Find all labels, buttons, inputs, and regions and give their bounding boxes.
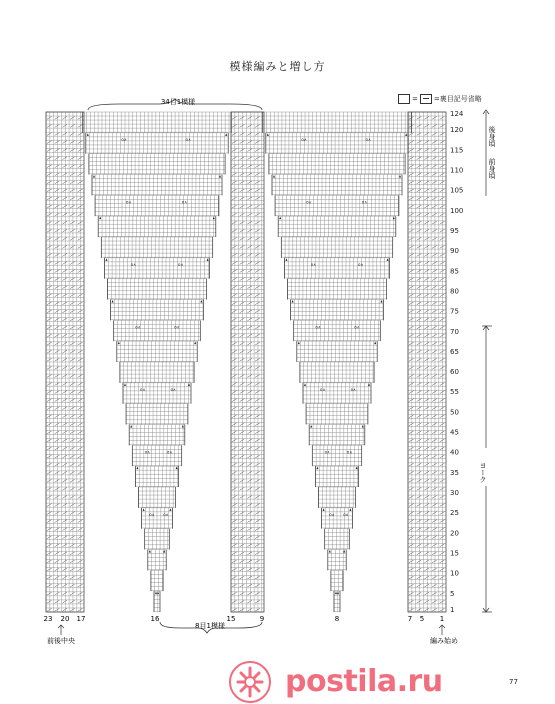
increase-mark xyxy=(304,383,306,386)
increase-mark xyxy=(292,300,294,303)
row-number: 55 xyxy=(450,388,459,397)
yarn-over-mark: o∧ xyxy=(130,261,137,267)
increase-mark xyxy=(163,550,165,553)
yarn-over-mark: o∧ xyxy=(144,449,151,455)
stitch-number: 1 xyxy=(439,615,445,623)
front-neck-label: 前身頃 xyxy=(488,158,496,179)
row-number: 25 xyxy=(450,509,459,518)
yarn-over-mark: o∧ xyxy=(310,261,317,267)
row-number: 70 xyxy=(450,327,459,336)
yoke-label: ヨーク xyxy=(479,462,487,483)
yarn-over-mark: o∧ xyxy=(354,324,360,330)
row-number: 20 xyxy=(450,529,459,538)
row-number: 1 xyxy=(450,606,455,614)
yarn-over-mark: o∧ xyxy=(358,261,364,267)
yarn-over-mark: o∧ xyxy=(185,136,191,142)
cable-column-right xyxy=(408,112,446,612)
row-number: 50 xyxy=(450,408,459,417)
row-number: 90 xyxy=(450,247,459,256)
yarn-over-mark: o∧ xyxy=(350,386,356,392)
row-numbers xyxy=(450,110,464,614)
chart-stitch-marks xyxy=(87,133,407,594)
yarn-over-mark: o∧ xyxy=(301,136,307,142)
start-label: 編み始め xyxy=(430,637,458,645)
row-number: 5 xyxy=(450,589,455,598)
row-number: 100 xyxy=(450,206,464,215)
increase-mark xyxy=(316,467,318,470)
row-number: 80 xyxy=(450,287,459,296)
increase-mark xyxy=(273,175,275,178)
yarn-over-mark: o∧ xyxy=(140,386,146,392)
yarn-over-mark: o∧ xyxy=(126,199,132,205)
increase-mark xyxy=(356,467,358,470)
increase-mark xyxy=(124,383,126,386)
yarn-over-mark: o∧ xyxy=(163,511,169,517)
increase-mark xyxy=(194,342,196,345)
increase-mark xyxy=(157,592,159,595)
row-number: 105 xyxy=(450,186,464,195)
increase-mark xyxy=(362,425,364,428)
row-number: 35 xyxy=(450,468,459,477)
watermark-logo-icon xyxy=(228,660,272,704)
stitch-number: 9 xyxy=(259,615,265,623)
increase-mark xyxy=(380,300,382,303)
chart-grid xyxy=(46,112,446,612)
yarn-over-mark: o∧ xyxy=(166,449,173,455)
yarn-over-mark: o∧ xyxy=(135,324,141,330)
increase-mark xyxy=(343,550,345,553)
increase-mark xyxy=(393,217,395,220)
stitch-number: 16 xyxy=(150,615,160,623)
increase-mark xyxy=(200,300,202,303)
increase-mark xyxy=(310,425,312,428)
increase-mark xyxy=(149,550,151,553)
legend-equals: = xyxy=(412,95,418,103)
row-number: 85 xyxy=(450,267,459,276)
increase-mark xyxy=(93,175,95,178)
row-number: 45 xyxy=(450,428,459,437)
increase-mark xyxy=(349,508,351,511)
yarn-over-mark: o∧ xyxy=(181,199,188,205)
yarn-over-mark: o∧ xyxy=(343,511,349,517)
row-number: 10 xyxy=(450,569,459,578)
increase-mark xyxy=(267,133,269,136)
increase-mark xyxy=(298,342,300,345)
increase-mark xyxy=(118,342,120,345)
stitch-number: 20 xyxy=(60,615,70,623)
start-arrow xyxy=(439,625,445,635)
increase-mark xyxy=(87,133,89,136)
increase-mark xyxy=(182,425,184,428)
increase-mark xyxy=(143,508,145,511)
increase-mark xyxy=(399,175,401,178)
watermark-text: postila.ru xyxy=(285,664,443,699)
increase-mark xyxy=(99,217,101,220)
yarn-over-mark: o∧ xyxy=(174,324,180,330)
increase-mark xyxy=(155,592,157,595)
lace-panel-left xyxy=(83,112,232,612)
front-center-arrow xyxy=(58,625,64,635)
yarn-over-mark: o∧ xyxy=(361,199,368,205)
increase-mark xyxy=(337,592,339,595)
increase-mark xyxy=(169,508,171,511)
increase-mark xyxy=(213,217,215,220)
row-number: 30 xyxy=(450,489,459,497)
bottom-repeat-label: 8目1模様 xyxy=(195,622,225,630)
page-title: 模様編みと増し方 xyxy=(229,60,326,73)
yarn-over-mark: o∧ xyxy=(346,449,353,455)
increase-mark xyxy=(329,550,331,553)
stitch-number: 8 xyxy=(334,615,340,623)
increase-mark xyxy=(112,300,114,303)
row-number: 60 xyxy=(450,368,459,377)
row-number: 95 xyxy=(450,227,459,235)
stitch-number: 15 xyxy=(226,615,236,623)
increase-mark xyxy=(225,133,227,136)
lace-panel-right xyxy=(263,112,412,612)
increase-mark xyxy=(136,467,138,470)
yarn-over-mark: o∧ xyxy=(178,261,184,267)
front-center-label: 前後中央 xyxy=(47,637,75,645)
row-number: 40 xyxy=(450,448,459,457)
increase-mark xyxy=(279,217,281,220)
stitch-number: 17 xyxy=(76,615,86,623)
top-repeat-label: 34目1模様 xyxy=(160,98,196,106)
yarn-over-mark: o∧ xyxy=(320,386,326,392)
increase-mark xyxy=(335,592,337,595)
yarn-over-mark: o∧ xyxy=(170,386,176,392)
row-number: 115 xyxy=(450,146,464,155)
row-number: 65 xyxy=(450,347,459,356)
cable-column-left xyxy=(46,112,84,612)
cable-column-middle xyxy=(231,112,264,612)
increase-mark xyxy=(130,425,132,428)
back-neck-label: 後身頃 xyxy=(488,126,496,147)
row-number: 120 xyxy=(450,126,464,135)
stitch-number: 5 xyxy=(419,615,425,623)
stitch-number: 23 xyxy=(43,615,53,623)
yarn-over-mark: o∧ xyxy=(149,511,155,517)
yarn-over-mark: o∧ xyxy=(315,324,321,330)
increase-mark xyxy=(285,258,287,261)
row-number: 124 xyxy=(450,110,464,118)
yarn-over-mark: o∧ xyxy=(121,136,127,142)
yarn-over-mark: o∧ xyxy=(306,199,312,205)
increase-mark xyxy=(323,508,325,511)
page-number: 77 xyxy=(509,678,518,686)
legend-text: =裏目記号省略 xyxy=(433,95,482,103)
row-number: 110 xyxy=(450,166,464,175)
increase-mark xyxy=(219,175,221,178)
increase-mark xyxy=(374,342,376,345)
yarn-over-mark: o∧ xyxy=(324,449,330,455)
stitch-number: 7 xyxy=(407,615,413,623)
increase-mark xyxy=(105,258,107,261)
row-number: 75 xyxy=(450,307,459,316)
row-number: 15 xyxy=(450,549,459,558)
yarn-over-mark: o∧ xyxy=(329,511,335,517)
increase-mark xyxy=(405,133,407,136)
yarn-over-mark: o∧ xyxy=(365,136,371,142)
increase-mark xyxy=(176,467,178,470)
